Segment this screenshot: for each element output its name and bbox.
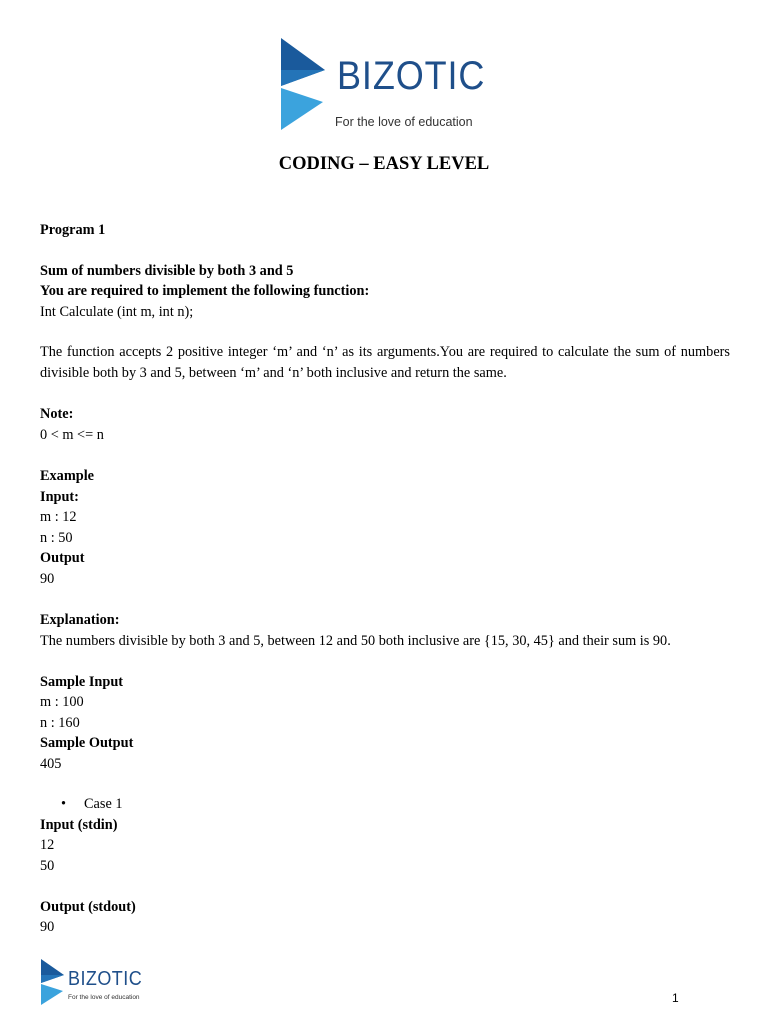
stdout-label: Output (stdout) [40, 899, 136, 915]
bizotic-triangle-icon [40, 958, 66, 1006]
function-instruction: You are required to implement the following function: [40, 283, 370, 299]
stdin-line-1: 12 [40, 837, 55, 853]
sample-output-value: 405 [40, 756, 62, 772]
brand-name: BIZOTIC [337, 54, 486, 98]
sample-input-m: m : 100 [40, 694, 84, 710]
footer-brand-tagline: For the love of education [68, 994, 140, 1001]
document-title: CODING – EASY LEVEL [278, 154, 490, 174]
bizotic-logo-footer [40, 958, 160, 1008]
footer-brand-name: BIZOTIC [68, 968, 143, 990]
brand-tagline: For the love of education [335, 115, 473, 129]
output-value: 90 [40, 571, 55, 587]
stdin-line-2: 50 [40, 858, 55, 874]
bullet-icon: • [61, 796, 67, 812]
explanation-text: The numbers divisible by both 3 and 5, between 12 and 50 both inclusive are {15, 30, 45} and their sum is 90. [40, 633, 671, 649]
note-text: 0 < m <= n [40, 427, 104, 443]
sample-input-n: n : 160 [40, 715, 80, 731]
sample-input-label: Sample Input [40, 674, 124, 690]
bizotic-triangle-icon [279, 36, 329, 132]
function-signature: Int Calculate (int m, int n); [40, 304, 194, 320]
example-label: Example [40, 468, 95, 484]
problem-description: The function accepts 2 positive integer ‘m’ and ‘n’ as its arguments.You are required to calculate the sum of numbers divisible both by 3 and 5, between ‘m’ and ‘n’ both inclusive and return the same. [40, 344, 730, 381]
case-label: Case 1 [84, 796, 123, 812]
program-heading: Program 1 [40, 222, 106, 238]
bizotic-logo-header [279, 36, 499, 132]
input-m: m : 12 [40, 509, 77, 525]
explanation-label: Explanation: [40, 612, 120, 628]
stdin-label: Input (stdin) [40, 817, 118, 833]
sample-output-label: Sample Output [40, 735, 134, 751]
case-list-item [61, 795, 123, 813]
stdout-value: 90 [40, 919, 55, 935]
page-number: 1 [672, 991, 679, 1005]
program-subtitle: Sum of numbers divisible by both 3 and 5 [40, 263, 294, 279]
output-label: Output [40, 550, 85, 566]
input-n: n : 50 [40, 530, 73, 546]
note-label: Note: [40, 406, 74, 422]
input-label: Input: [40, 489, 79, 505]
